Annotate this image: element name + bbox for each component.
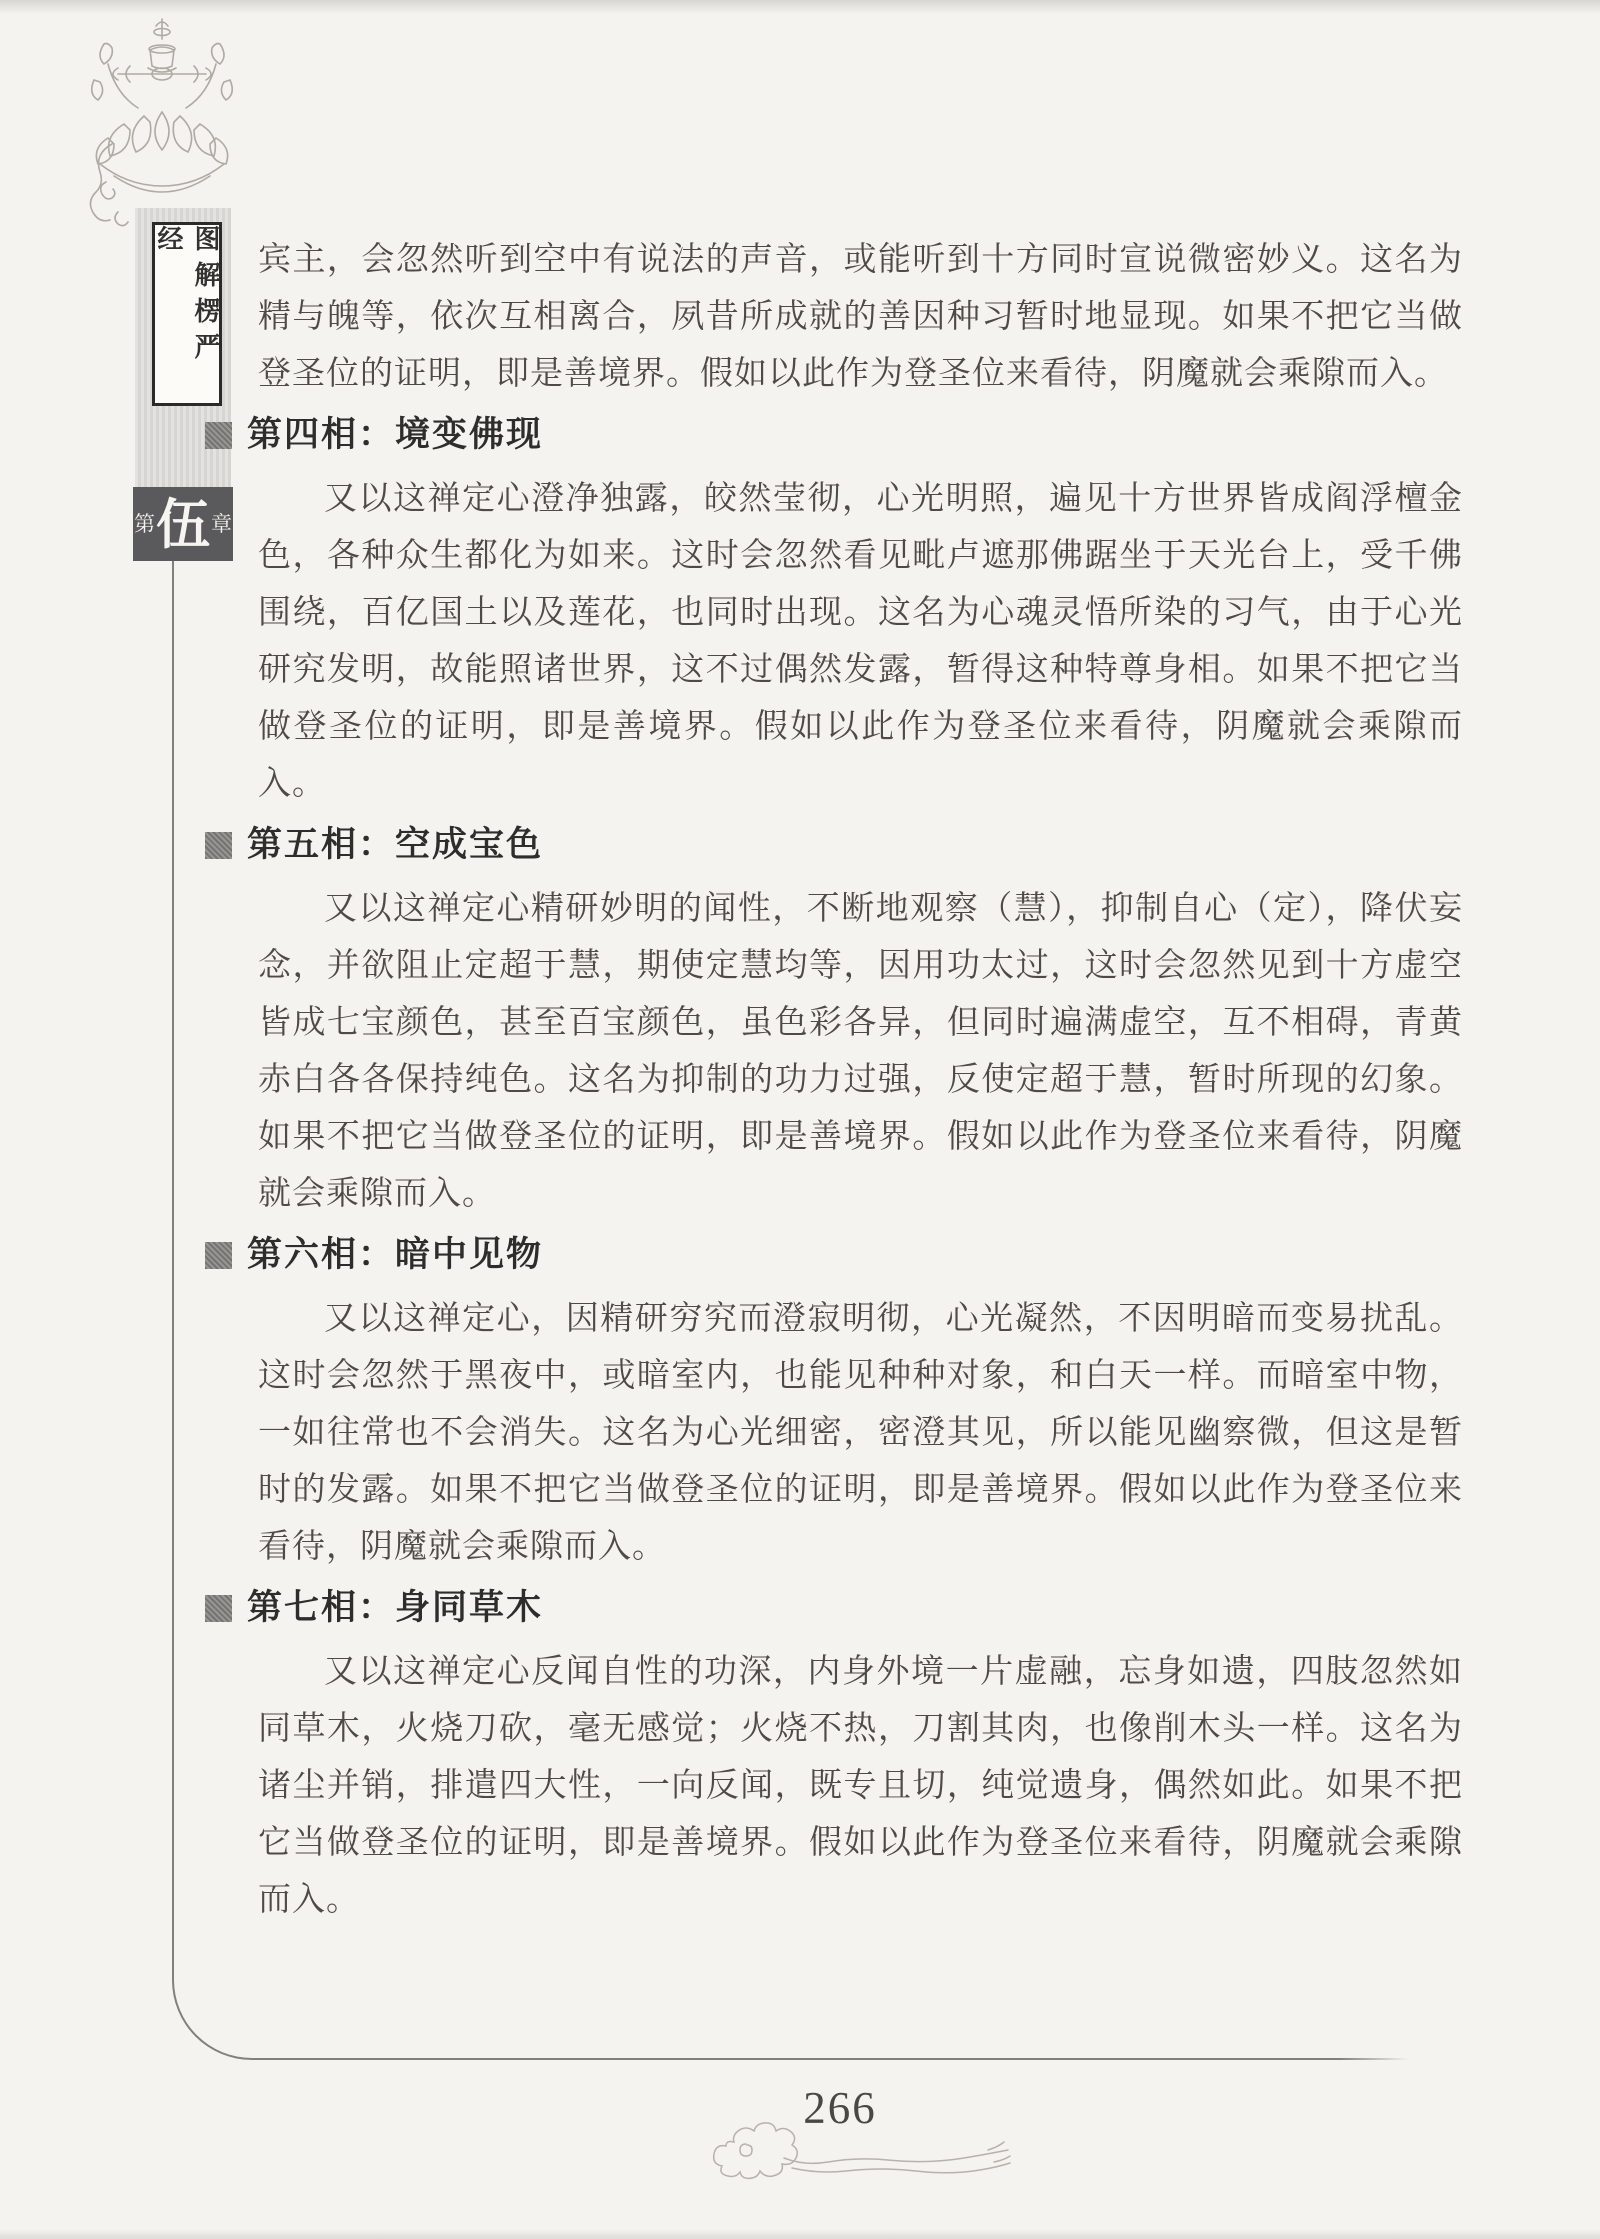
- text-column: [205, 232, 1463, 1929]
- section-six: [205, 1237, 1463, 1576]
- book-title-vertical: 图解楞严经: [154, 225, 220, 369]
- section-five: [205, 827, 1463, 1223]
- section-heading: 第七相：身同草木: [247, 1588, 544, 1628]
- lotus-emblem-icon: [78, 16, 246, 230]
- section-heading-row: [205, 1590, 1463, 1626]
- section-heading-row: [205, 1237, 1463, 1273]
- section-heading: 第五相：空成宝色: [247, 825, 544, 865]
- section-heading: 第四相：境变佛现: [247, 415, 544, 455]
- frame-rule-fade: [1340, 2048, 1420, 2064]
- section-body: 又以这禅定心澄净独露，皎然莹彻，心光明照，遍见十方世界皆成阎浮檀金色，各种众生都化为如来。这时会忽然看见毗卢遮那佛踞坐于天光台上，受千佛围绕，百亿国土以及莲花，也同时出现。这名为心魂灵悟所染的习气，由于心光研究发明，故能照诸世界，这不过偶然发露，暂得这种特尊身相。如果不把它当做登圣位的证明，即是善境界。假如以此作为登圣位来看待，阴魔就会乘隙而入。: [258, 481, 1463, 802]
- section-bullet-icon: [205, 1242, 232, 1269]
- page-number: 266: [803, 2083, 877, 2133]
- section-heading-row: [205, 417, 1463, 453]
- section-seven: [205, 1590, 1463, 1929]
- section-body: 又以这禅定心，因精研穷究而澄寂明彻，心光凝然，不因明暗而变易扰乱。这时会忽然于黑夜中，或暗室内，也能见种种对象，和白天一样。而暗室中物，一如往常也不会消失。这名为心光细密，密澄其见，所以能见幽察微，但这是暂时的发露。如果不把它当做登圣位的证明，即是善境界。假如以此作为登圣位来看待，阴魔就会乘隙而入。: [258, 1301, 1463, 1565]
- section-heading-row: [205, 827, 1463, 863]
- chapter-suffix: 章: [211, 511, 232, 536]
- section-bullet-icon: [205, 422, 232, 449]
- section-bullet-icon: [205, 832, 232, 859]
- section-heading: 第六相：暗中见物: [247, 1235, 544, 1275]
- intro-paragraph: 宾主，会忽然听到空中有说法的声音，或能听到十方同时宣说微密妙义。这名为精与魄等，依次互相离合，夙昔所成就的善因种习暂时地显现。如果不把它当做登圣位的证明，即是善境界。假如以此作为登圣位来看待，阴魔就会乘隙而入。: [258, 242, 1463, 392]
- section-four: [205, 417, 1463, 813]
- cloud-motif-icon: [688, 2106, 1018, 2184]
- section-body: 又以这禅定心反闻自性的功深，内身外境一片虚融，忘身如遗，四肢忽然如同草木，火烧刀砍，毫无感觉；火烧不热，刀割其肉，也像削木头一样。这名为诸尘并销，排遣四大性，一向反闻，既专且切，纯觉遗身，偶然如此。如果不把它当做登圣位的证明，即是善境界。假如以此作为登圣位来看待，阴魔就会乘隙而入。: [258, 1654, 1463, 1918]
- section-body: 又以这禅定心精研妙明的闻性，不断地观察（慧），抑制自心（定），降伏妄念，并欲阻止定超于慧，期使定慧均等，因用功太过，这时会忽然见到十方虚空皆成七宝颜色，甚至百宝颜色，虽色彩各异，但同时遍满虚空，互不相碍，青黄赤白各各保持纯色。这名为抑制的功力过强，反使定超于慧，暂时所现的幻象。如果不把它当做登圣位的证明，即是善境界。假如以此作为登圣位来看待，阴魔就会乘隙而入。: [258, 891, 1463, 1212]
- chapter-prefix: 第: [134, 511, 155, 536]
- chapter-numeral: 伍: [156, 492, 210, 556]
- section-bullet-icon: [205, 1595, 232, 1622]
